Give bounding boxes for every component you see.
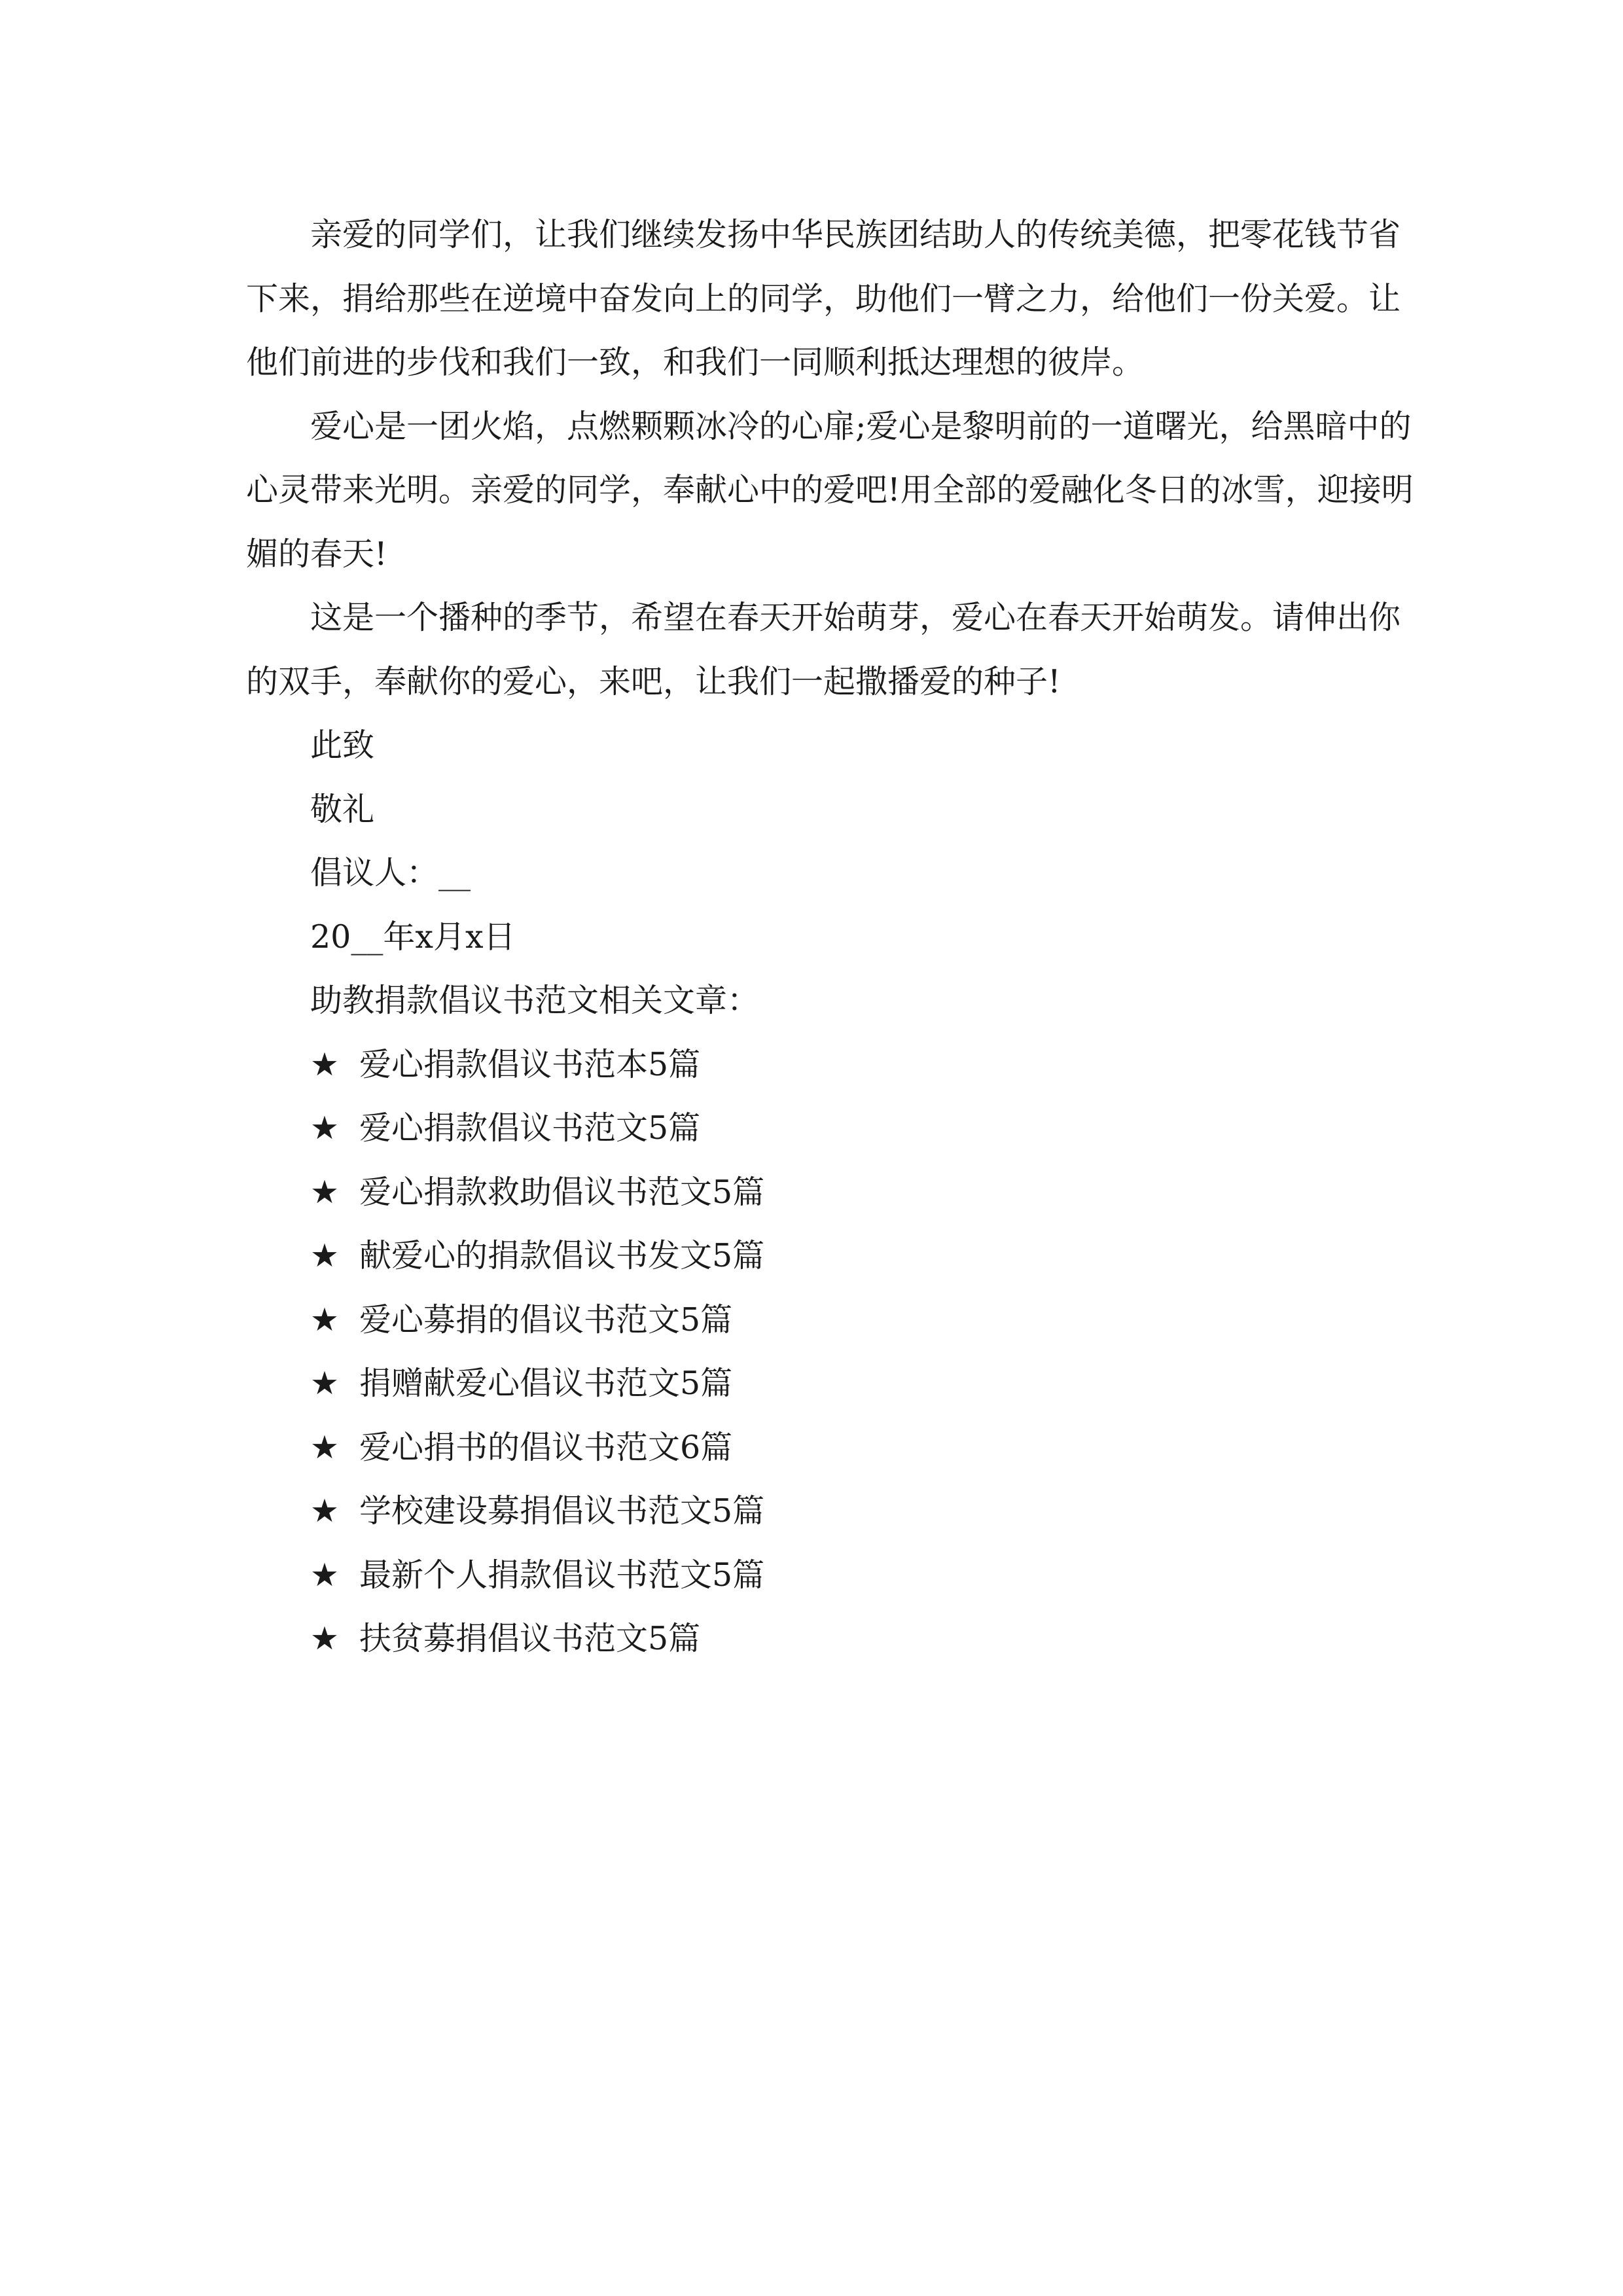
- star-icon: ★: [310, 1365, 339, 1402]
- date-line: 20__年x月x日: [310, 918, 516, 956]
- star-icon: ★: [310, 1300, 339, 1338]
- star-icon: ★: [310, 1173, 339, 1211]
- related-article-link[interactable]: [246, 1224, 1424, 1288]
- document-body: [246, 203, 1424, 1671]
- related-article-link[interactable]: [246, 1288, 1424, 1352]
- related-article-link[interactable]: [246, 1160, 1424, 1225]
- related-article-title: 扶贫募捐倡议书范文5篇: [359, 1620, 701, 1657]
- related-article-title: 爱心捐款救助倡议书范文5篇: [359, 1173, 765, 1211]
- related-article-title: 献爱心的捐款倡议书发文5篇: [359, 1237, 765, 1274]
- related-article-title: 爱心捐款倡议书范本5篇: [359, 1045, 701, 1083]
- related-article-title: 爱心捐款倡议书范文5篇: [359, 1109, 701, 1147]
- initiator-line: 倡议人：__: [310, 854, 471, 891]
- related-article-title: 爱心募捐的倡议书范文5篇: [359, 1300, 733, 1338]
- paragraph-1: 亲爱的同学们，让我们继续发扬中华民族团结助人的传统美德，把零花钱节省下来，捐给那些在逆境中奋发向上的同学，助他们一臂之力，给他们一份关爱。让他们前进的步伐和我们一致，和我们一同顺利抵达理想的彼岸。: [246, 216, 1401, 381]
- related-article-title: 捐赠献爱心倡议书范文5篇: [359, 1365, 733, 1402]
- related-article-link[interactable]: [246, 1607, 1424, 1671]
- paragraph-3: 这是一个播种的季节，希望在春天开始萌芽，爱心在春天开始萌发。请伸出你的双手，奉献你的爱心，来吧，让我们一起撒播爱的种子!: [246, 599, 1401, 700]
- star-icon: ★: [310, 1620, 339, 1657]
- related-article-link[interactable]: [246, 1096, 1424, 1160]
- related-article-link[interactable]: [246, 1352, 1424, 1416]
- related-article-title: 学校建设募捐倡议书范文5篇: [359, 1492, 765, 1530]
- related-article-title: 爱心捐书的倡议书范文6篇: [359, 1428, 733, 1466]
- closing-regards: 敬礼: [310, 790, 375, 828]
- related-articles-list: [246, 1033, 1424, 1671]
- closing-salutation: 此致: [310, 726, 375, 764]
- related-article-link[interactable]: [246, 1416, 1424, 1480]
- paragraph-2: 爱心是一团火焰，点燃颗颗冰冷的心扉;爱心是黎明前的一道曙光，给黑暗中的心灵带来光明。亲爱的同学，奉献心中的爱吧!用全部的爱融化冬日的冰雪，迎接明媚的春天!: [246, 407, 1414, 573]
- star-icon: ★: [310, 1109, 339, 1147]
- star-icon: ★: [310, 1492, 339, 1530]
- star-icon: ★: [310, 1428, 339, 1466]
- star-icon: ★: [310, 1237, 339, 1274]
- related-article-link[interactable]: [246, 1033, 1424, 1097]
- related-article-link[interactable]: [246, 1479, 1424, 1543]
- related-articles-title: 助教捐款倡议书范文相关文章：: [310, 982, 760, 1019]
- related-article-link[interactable]: [246, 1543, 1424, 1607]
- related-article-title: 最新个人捐款倡议书范文5篇: [359, 1556, 765, 1594]
- star-icon: ★: [310, 1045, 339, 1083]
- star-icon: ★: [310, 1556, 339, 1594]
